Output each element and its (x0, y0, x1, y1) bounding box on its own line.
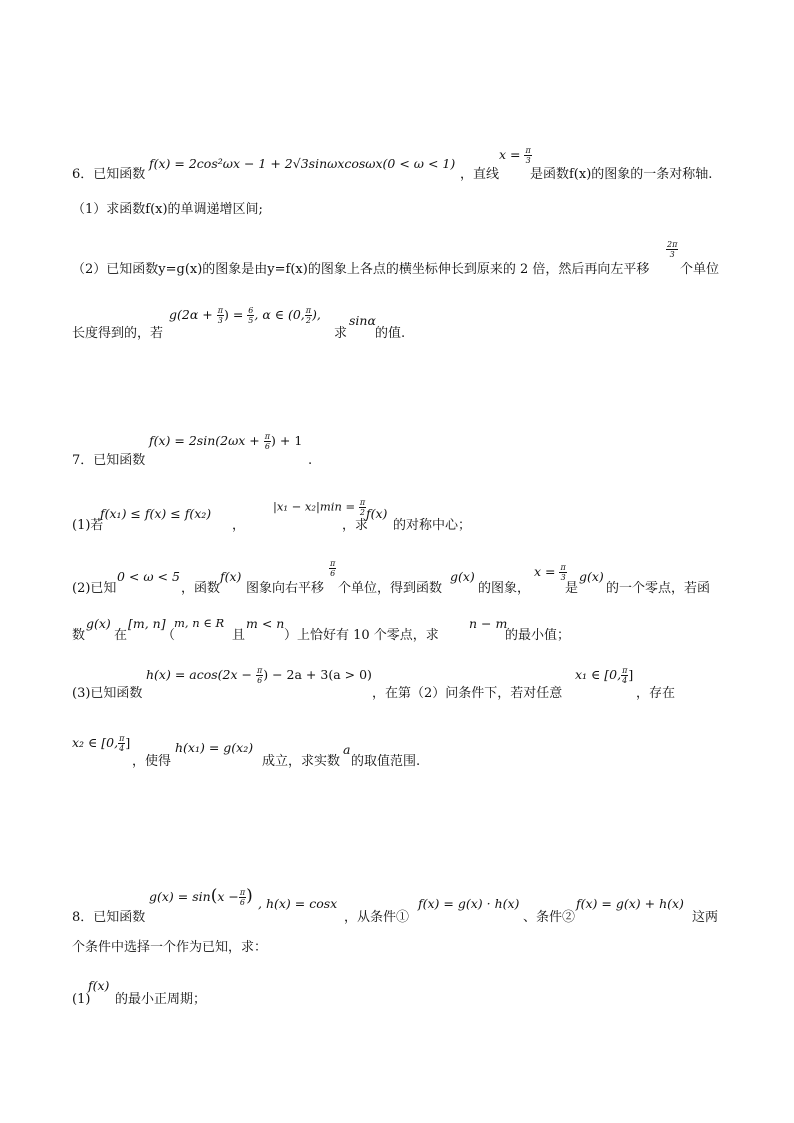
q6-axis-x: x = (499, 147, 521, 162)
q7-p3-x2-right: ] (125, 735, 131, 750)
q6-part1: （1）求函数f(x)的单调递增区间; (72, 202, 263, 217)
q7-fx-left: f(x) = 2sin(2ωx + (149, 433, 260, 448)
q6-ask-end: 的值. (375, 326, 406, 341)
q6-axis-den: 3 (525, 156, 531, 165)
q8-g-paren-close: ) (246, 886, 253, 906)
q7-p2-x-num: π (560, 563, 566, 572)
q7-p2-lead: (2)已知 (72, 581, 117, 596)
q7-p1-lead: (1)若 (72, 518, 104, 533)
q7-p3-x2-num: π (119, 734, 125, 743)
q8-g-left: g(x) = sin (149, 889, 211, 904)
q7-p2-interval: [m, n] (128, 616, 166, 631)
q7-p1-comma: ， (232, 518, 246, 533)
q7-p3-x1-den: 4 (622, 676, 628, 685)
q7-p1-abs: |x₁ − x₂|min = (273, 499, 356, 514)
q7-lead: 7．已知函数 (72, 453, 146, 468)
q6-cond-fbot: 3 (217, 316, 223, 325)
q7-p1-num: π (359, 498, 366, 507)
q7-p3-h-den: 6 (257, 676, 263, 685)
q7-p3-x1-range (575, 666, 633, 685)
q7-p1-fx: f(x) (366, 506, 388, 521)
q7-p2-shu: 数 (72, 628, 86, 643)
q7-p3-x1-right: ] (628, 667, 634, 682)
q7-p2-x-den: 3 (560, 573, 566, 582)
q7-p1-inequality: f(x₁) ≤ f(x) ≤ f(x₂) (100, 506, 212, 521)
q7-p3-x2-range (72, 734, 130, 753)
q8-p1-fx: f(x) (88, 978, 110, 993)
q7-p2-zai: 在 (114, 628, 128, 643)
q6-part2-c: 长度得到的，若 (72, 326, 164, 341)
q8-line2: 个条件中选择一个作为已知，求： (72, 940, 268, 955)
q7-p2-zero-text: 的一个零点，若函 (606, 581, 711, 596)
q8-these-two: 这两 (692, 910, 719, 925)
q6-cond-vtop: 6 (248, 306, 254, 315)
q7-p1-ask: ，求 (342, 518, 369, 533)
q7-p2-fx: f(x) (220, 569, 242, 584)
q7-dot: . (308, 453, 313, 468)
q7-fx-right: ) + 1 (271, 433, 303, 448)
q6-cond-rtop: π (305, 306, 312, 315)
q8-p1-period: 的最小正周期； (115, 992, 207, 1007)
q7-p1-abs-formula (273, 498, 366, 517)
q8-g-paren-open: ( (210, 886, 218, 906)
q6-shift-num: 2π (667, 240, 678, 249)
q7-p2-zero-formula (534, 563, 567, 582)
q8-cond2-text: 、条件② (523, 910, 576, 925)
q7-p2-and: 且 (232, 628, 246, 643)
q7-p2-shift-den: 6 (330, 569, 336, 578)
q6-shift-fraction (666, 240, 678, 259)
q7-p2-n-minus-m: n − m (469, 616, 508, 631)
q7-p2-shift-fraction (329, 559, 336, 578)
q7-p3-x1-num: π (622, 666, 628, 675)
q6-cond-rbot: 2 (305, 316, 311, 325)
q6-sin-alpha: sinα (349, 313, 376, 328)
q7-p3-such-that: ，使得 (132, 754, 172, 769)
q7-p3-a: a (343, 742, 351, 757)
q6-axis-num: π (525, 146, 531, 155)
q7-p3-h-right: ) − 2a + 3(a > 0) (263, 667, 372, 682)
q7-p2-func-word: ，函数 (181, 581, 221, 596)
q8-g-num: π (239, 888, 246, 897)
q8-h-formula: , h(x) = cosx (258, 896, 338, 911)
q6-axis-tail: 是函数f(x)的图象的一条对称轴. (530, 167, 713, 182)
q7-p2-paren: （ (162, 628, 176, 643)
q7-p2-omega-range: 0 < ω < 5 (117, 569, 180, 584)
q7-p2-is: 是 (565, 581, 579, 596)
q6-part2-a: （2）已知函数y=g(x)的图象是由y=f(x)的图象上各点的横坐标伸长到原来的 2 倍，然后再向左平移 (72, 262, 650, 277)
q7-fx-den: 6 (264, 442, 270, 451)
q6-cond-end: ), (312, 307, 321, 322)
q7-p2-gx2: g(x) (579, 569, 604, 584)
q8-g-inner: x − (217, 889, 239, 904)
q6-axis-fraction (524, 146, 531, 165)
q7-p3-x1-left: x₁ ∈ [0, (575, 667, 622, 682)
q7-fx-num: π (264, 432, 271, 441)
q7-p3-holds: 成立，求实数 (262, 754, 341, 769)
q8-condition-2: f(x) = g(x) + h(x) (576, 896, 684, 911)
q6-lead: 6．已知函数 (72, 167, 146, 182)
q7-p2-shift-num: π (330, 559, 336, 568)
q7-p3-range: 的取值范围. (351, 754, 421, 769)
q7-function-formula (149, 432, 302, 451)
q7-p1-tail: 的对称中心； (393, 518, 472, 533)
q6-function-formula: f(x) = 2cos²ωx − 1 + 2√3sinωxcosωx(0 < ω < 1) (149, 156, 456, 171)
q7-p2-set: m, n ∈ R (174, 616, 225, 630)
q7-p3-h-left: h(x) = acos(2x − (146, 667, 252, 682)
q6-axis-formula (499, 146, 532, 165)
q7-p2-ten-zeros: ）上恰好有 10 个零点，求 (284, 628, 439, 643)
q6-condition-formula (169, 306, 321, 325)
q7-p3-equation: h(x₁) = g(x₂) (175, 740, 254, 755)
q7-p2-min: 的最小值； (505, 628, 571, 643)
q7-p3-x2-den: 4 (119, 744, 125, 753)
q8-g-den: 6 (239, 898, 246, 907)
q6-ask: 求 (334, 326, 348, 341)
q7-p3-exists: ，存在 (636, 686, 676, 701)
q7-p2-gx: g(x) (450, 569, 475, 584)
q7-p2-lt: m < n (246, 616, 285, 631)
q6-cond-left: g(2α + (169, 307, 213, 322)
q6-line-text: ，直线 (460, 167, 500, 182)
q6-shift-den: 3 (669, 250, 675, 259)
q6-cond-vbot: 5 (248, 316, 254, 325)
q7-p3-h-formula (146, 666, 372, 685)
q7-p2-unit-text: 个单位，得到函数 (338, 581, 443, 596)
q6-cond-mid: ) = (223, 307, 244, 322)
q8-lead: 8．已知函数 (72, 910, 146, 925)
q8-g-formula (149, 888, 253, 907)
q7-p3-lead: (3)已知函数 (72, 686, 143, 701)
q6-part2-b: 个单位 (680, 262, 720, 277)
q6-cond-right: , α ∈ (0, (254, 307, 305, 322)
q7-p2-gx3: g(x) (86, 616, 111, 631)
q7-p3-any: ，在第（2）问条件下，若对任意 (372, 686, 563, 701)
q7-p2-shift-text: 图象向右平移 (246, 581, 325, 596)
q8-p1-lead: (1) (72, 992, 91, 1007)
q7-p2-x: x = (534, 564, 556, 579)
q6-cond-ftop: π (217, 306, 223, 315)
q7-p2-graph-text: 的图象， (478, 581, 531, 596)
q7-p3-x2-left: x₂ ∈ [0, (72, 735, 119, 750)
q8-cond1-text: ，从条件① (344, 910, 410, 925)
q8-condition-1: f(x) = g(x) · h(x) (418, 896, 520, 911)
q7-p3-h-num: π (256, 666, 263, 675)
q7-p1-den: 2 (359, 508, 365, 517)
